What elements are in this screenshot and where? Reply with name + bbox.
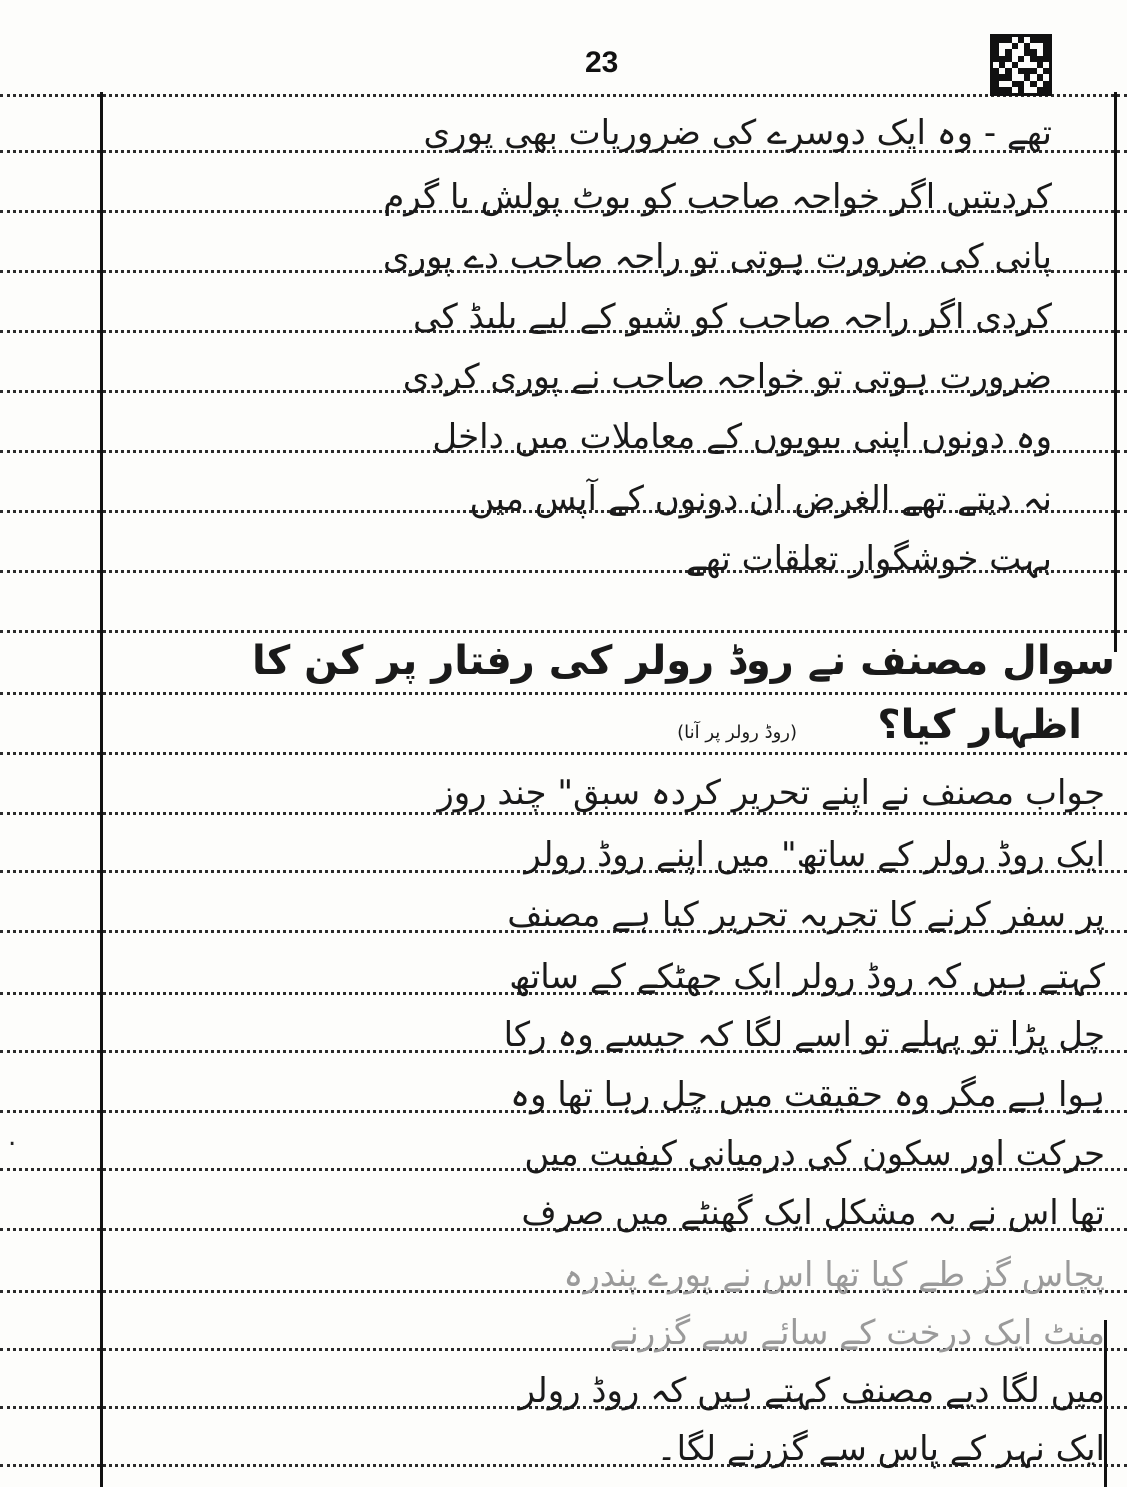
answer-line: ہوا ہے مگر وہ حقیقت میں چل رہا تھا وہ <box>510 1075 1105 1115</box>
ruled-line <box>0 630 1127 633</box>
answer-line: پچاس گز طے کیا تھا اس نے پورے پندرہ <box>563 1255 1105 1295</box>
margin-mark: . <box>8 1122 17 1152</box>
answer-line: تھا اس نے بہ مشکل ایک گھنٹے میں صرف <box>521 1193 1105 1233</box>
qr-code-icon <box>990 34 1052 96</box>
answer-line: حرکت اور سکون کی درمیانی کیفیت میں <box>524 1134 1105 1174</box>
text-line: ضرورت ہوتی تو خواجہ صاحب نے پوری کردی <box>402 357 1052 397</box>
page-number: 23 <box>585 46 619 79</box>
answer-line: میں لگا دیے مصنف کہتے ہیں کہ روڈ رولر <box>518 1371 1105 1411</box>
text-line: کردی اگر راجہ صاحب کو شیو کے لیے بلیڈ کی <box>413 297 1052 337</box>
question-note: (روڈ رولر پر آنا) <box>677 722 797 743</box>
right-margin-line <box>1114 92 1117 652</box>
ruled-line <box>0 94 1127 97</box>
answer-line: ایک نہر کے پاس سے گزرنے لگا۔ <box>656 1429 1105 1469</box>
ruled-line <box>0 692 1127 695</box>
ruled-line <box>0 752 1127 755</box>
left-margin-line <box>100 92 103 1487</box>
question-heading-cont: اظہار کیا؟ <box>877 702 1082 748</box>
text-line: بہت خوشگوار تعلقات تھے <box>685 539 1052 579</box>
question-heading: سوال مصنف نے روڈ رولر کی رفتار پر کن کا <box>251 638 1115 684</box>
answer-line: چل پڑا تو پہلے تو اسے لگا کہ جیسے وہ رکا <box>503 1015 1105 1055</box>
text-line: کردیتیں اگر خواجہ صاحب کو بوٹ پولش یا گرم <box>383 177 1052 217</box>
text-line: تھے - وہ ایک دوسرے کی ضروریات بھی پوری <box>423 113 1052 153</box>
answer-line: کہتے ہیں کہ روڈ رولر ایک جھٹکے کے ساتھ <box>509 957 1105 997</box>
text-line: وہ دونوں اپنی بیویوں کے معاملات میں داخل <box>432 417 1052 457</box>
answer-line: ایک روڈ رولر کے ساتھ" میں اپنے روڈ رولر <box>524 835 1105 875</box>
text-line: نہ دیتے تھے الغرض ان دونوں کے آپس میں <box>469 479 1052 519</box>
answer-line: جواب مصنف نے اپنے تحریر کردہ سبق" چند روز <box>437 773 1105 813</box>
text-line: پانی کی ضرورت ہوتی تو راجہ صاحب دے پوری <box>383 237 1052 277</box>
answer-line: پر سفر کرنے کا تجربہ تحریر کیا ہے مصنف <box>507 895 1105 935</box>
answer-line: منٹ ایک درخت کے سائے سے گزرنے <box>609 1313 1105 1353</box>
